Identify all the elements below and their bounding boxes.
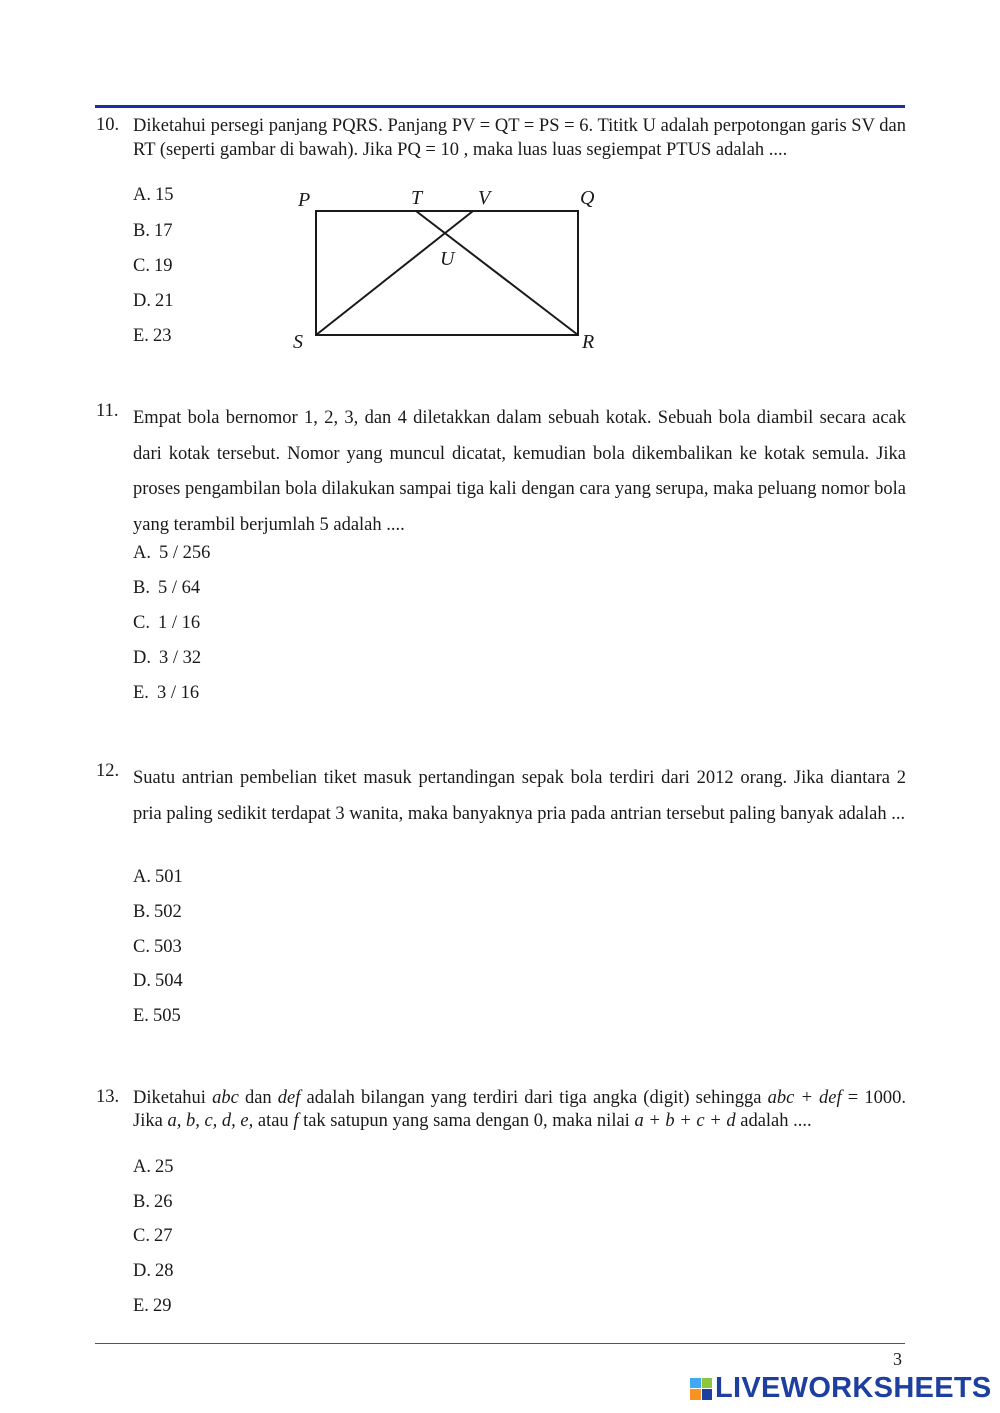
question-text: Diketahui persegi panjang PQRS. Panjang PV = QT = PS = 6. Tititk U adalah perpotongan garis SV dan RT (seperti gambar di bawah). Jika PQ = 10 , maka luas luas segiempat PTUS adalah .... <box>133 116 906 160</box>
option-value: 3 / 32 <box>159 648 202 668</box>
liveworksheets-logo[interactable] <box>690 1372 992 1405</box>
option-label: C. <box>133 256 150 276</box>
option-value: 501 <box>155 867 183 887</box>
option-label: D. <box>133 1261 151 1281</box>
option-value: 21 <box>155 291 174 311</box>
option-c[interactable] <box>133 613 200 634</box>
question-13 <box>96 1087 906 1133</box>
logo-square <box>690 1378 701 1389</box>
option-d[interactable] <box>133 1261 174 1282</box>
math-def: def <box>277 1088 301 1108</box>
text-segment: = 1000. Jika <box>133 1088 907 1131</box>
option-label: E. <box>133 326 149 346</box>
question-11 <box>96 401 906 543</box>
math-digit-sum: a + b + c + d <box>634 1111 736 1131</box>
label-t: T <box>411 187 423 209</box>
option-value: 25 <box>155 1157 174 1177</box>
option-label: A. <box>133 543 151 563</box>
option-label: B. <box>133 902 150 922</box>
option-value: 502 <box>153 902 182 922</box>
math-variables: a, b, c, d, e, <box>167 1111 254 1131</box>
option-value: 504 <box>155 971 183 991</box>
text-segment: Diketahui <box>133 1088 213 1108</box>
option-value: 1 / 16 <box>157 613 201 633</box>
question-number: 11. <box>96 401 119 421</box>
logo-square <box>702 1378 713 1389</box>
option-label: B. <box>133 221 150 241</box>
option-value: 5 / 256 <box>159 543 211 563</box>
option-e[interactable] <box>133 683 199 704</box>
option-c[interactable] <box>133 937 182 958</box>
label-v: V <box>478 187 491 209</box>
question-text <box>133 1087 906 1133</box>
option-value: 503 <box>153 937 182 957</box>
option-e[interactable] <box>133 1006 181 1027</box>
option-label: D. <box>133 971 151 991</box>
option-d[interactable] <box>133 971 183 992</box>
logo-square <box>702 1389 713 1400</box>
segment-sv <box>316 211 473 335</box>
option-value: 23 <box>152 326 172 346</box>
option-label: A. <box>133 867 151 887</box>
option-label: E. <box>133 1006 149 1026</box>
option-b[interactable] <box>133 902 182 923</box>
logo-text: LIVEWORKSHEETS <box>715 1372 992 1404</box>
option-label: A. <box>133 185 151 205</box>
option-label: B. <box>133 578 150 598</box>
option-value: 5 / 64 <box>157 578 201 598</box>
math-f: f <box>293 1111 299 1131</box>
question-text: Suatu antrian pembelian tiket masuk pertandingan sepak bola terdiri dari 2012 orang. Jika diantara 2 pria paling sedikit terdapat 3 wanita, maka banyaknya pria pada antrian tersebut paling banyak adalah ... <box>133 768 906 824</box>
top-rule <box>95 105 905 108</box>
option-label: E. <box>133 1296 149 1316</box>
rectangle-pqrs <box>316 211 578 335</box>
question-10 <box>96 115 906 162</box>
text-segment: atau <box>253 1111 294 1131</box>
page-number: 3 <box>893 1349 902 1369</box>
question-12 <box>96 761 906 832</box>
option-value: 27 <box>153 1226 173 1246</box>
math-sum-expression: abc + def <box>767 1088 842 1108</box>
option-a[interactable] <box>133 185 174 206</box>
option-value: 17 <box>153 221 173 241</box>
text-segment: tak satupun yang sama dengan 0, maka nilai <box>298 1111 635 1131</box>
math-abc: abc <box>212 1088 239 1108</box>
question-number: 12. <box>96 761 120 781</box>
option-value: 26 <box>153 1192 173 1212</box>
question-text: Empat bola bernomor 1, 2, 3, dan 4 diletakkan dalam sebuah kotak. Sebuah bola diambil secara acak dari kotak tersebut. Nomor yang muncul dicatat, kemudian bola dikembalikan ke kotak semula. Jika proses pengambilan bola dilakukan sampai tiga kali dengan cara yang serupa, maka peluang nomor bola yang terambil berjumlah 5 adalah .... <box>133 408 906 535</box>
option-label: C. <box>133 1226 150 1246</box>
option-d[interactable] <box>133 291 174 312</box>
option-value: 3 / 16 <box>156 683 200 703</box>
text-segment: adalah bilangan yang terdiri dari tiga angka (digit) sehingga <box>300 1088 768 1108</box>
option-value: 28 <box>155 1261 174 1281</box>
label-p: P <box>298 189 311 211</box>
option-b[interactable] <box>133 1192 172 1213</box>
option-label: E. <box>133 683 149 703</box>
option-label: C. <box>133 613 150 633</box>
question-number: 13. <box>96 1087 120 1107</box>
text-segment: adalah .... <box>735 1111 812 1131</box>
label-q: Q <box>580 187 595 209</box>
option-value: 15 <box>155 185 174 205</box>
option-label: B. <box>133 1192 150 1212</box>
option-label: D. <box>133 648 151 668</box>
logo-square <box>690 1389 701 1400</box>
option-d[interactable] <box>133 648 201 669</box>
option-b[interactable] <box>133 221 172 242</box>
option-c[interactable] <box>133 256 172 277</box>
option-a[interactable] <box>133 1157 174 1178</box>
option-label: D. <box>133 291 151 311</box>
option-c[interactable] <box>133 1226 172 1247</box>
liveworksheets-logo-icon <box>690 1378 712 1400</box>
segment-rt <box>416 211 578 335</box>
option-value: 19 <box>153 256 173 276</box>
option-a[interactable] <box>133 867 183 888</box>
option-label: C. <box>133 937 150 957</box>
option-e[interactable] <box>133 1296 171 1317</box>
question-number: 10. <box>96 115 120 135</box>
bottom-rule <box>95 1343 905 1344</box>
option-e[interactable] <box>133 326 171 347</box>
label-s: S <box>293 331 303 353</box>
label-u: U <box>440 248 455 270</box>
option-label: A. <box>133 1157 151 1177</box>
option-value: 29 <box>152 1296 172 1316</box>
rectangle-pqrs-figure <box>285 183 615 358</box>
option-value: 505 <box>152 1006 181 1026</box>
option-b[interactable] <box>133 578 200 599</box>
label-r: R <box>582 331 595 353</box>
option-a[interactable] <box>133 543 210 564</box>
text-segment: dan <box>238 1088 278 1108</box>
